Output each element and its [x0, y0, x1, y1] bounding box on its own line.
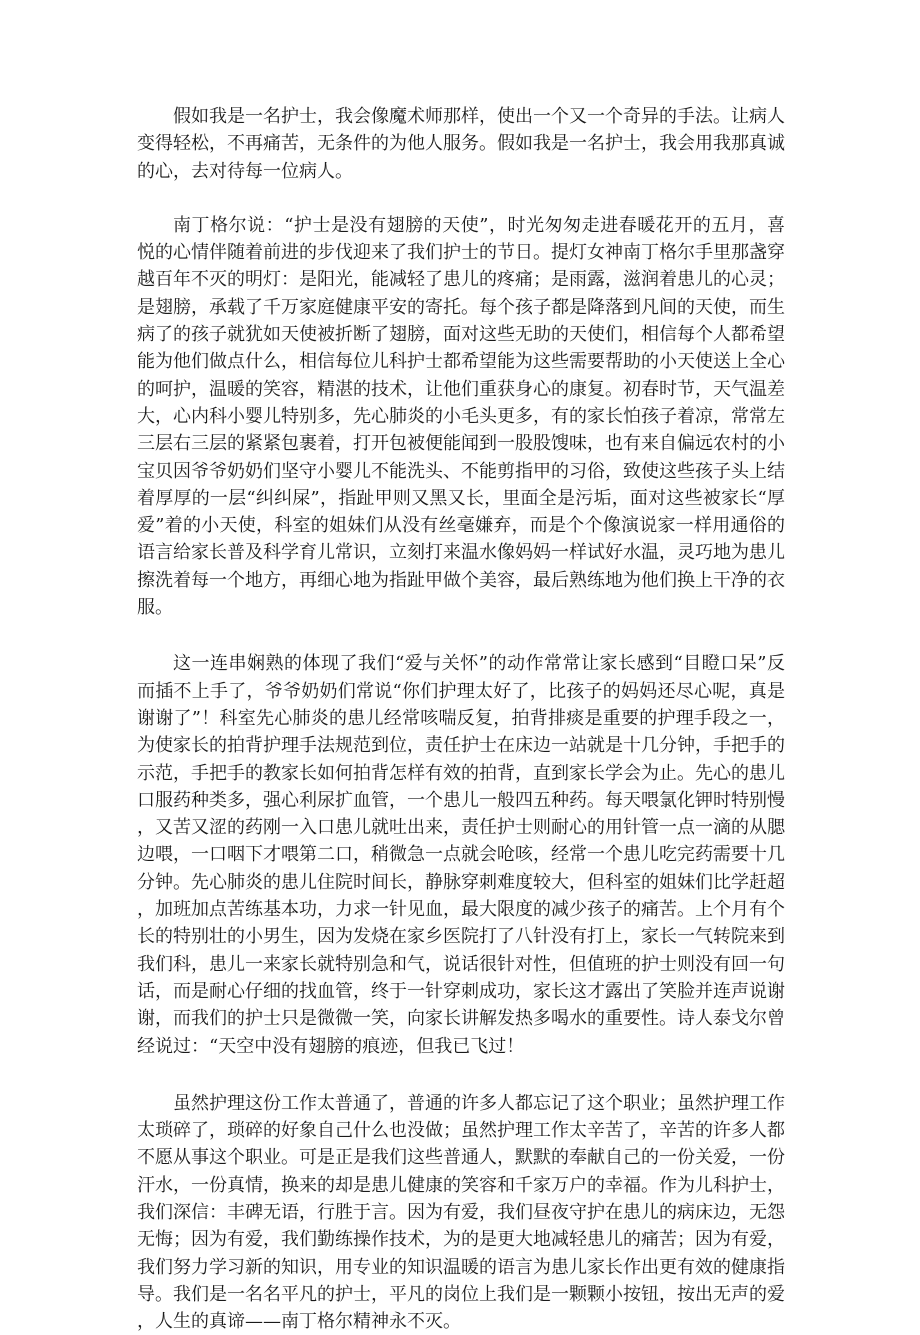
- document-body: [137, 103, 785, 1335]
- paragraph-1: 假如我是一名护士，我会像魔术师那样，使出一个又一个奇异的手法。让病人变得轻松，不再痛苦，无条件的为他人服务。假如我是一名护士，我会用我那真诚的心，去对待每一位病人。: [137, 106, 785, 182]
- paragraph-4: 虽然护理这份工作太普通了，普通的许多人都忘记了这个职业；虽然护理工作太琐碎了，琐碎的好象自己什么也没做；虽然护理工作太辛苦了，辛苦的许多人都不愿从事这个职业。可是正是我们这些普通人，默默的奉献自己的一份关爱，一份汗水，一份真情，换来的却是患儿健康的笑容和千家万户的幸福。作为儿科护士，我们深信：丰碑无语，行胜于言。因为有爱，我们昼夜守护在患儿的病床边，无怨无悔；因为有爱，我们勤练操作技术，为的是更大地减轻患儿的痛苦；因为有爱，我们努力学习新的知识，用专业的知识温暖的语言为患儿家长作出更有效的健康指导。我们是一名名平凡的护士，平凡的岗位上我们是一颗颗小按钮，按出无声的爱，人生的真谛——南丁格尔精神永不灭。: [137, 1092, 785, 1333]
- paragraph-3: 这一连串娴熟的体现了我们“爱与关怀”的动作常常让家长感到“目瞪口呆”反而插不上手了，爷爷奶奶们常说“你们护理太好了，比孩子的妈妈还尽心呢，真是谢谢了”！科室先心肺炎的患儿经常咳喘反复，拍背排痰是重要的护理手段之一，为使家长的拍背护理手法规范到位，责任护士在床边一站就是十几分钟，手把手的示范，手把手的教家长如何拍背怎样有效的拍背，直到家长学会为止。先心的患儿口服药种类多，强心利尿扩血管，一个患儿一般四五种药。每天喂氯化钾时特别慢，又苦又涩的药刚一入口患儿就吐出来，责任护士则耐心的用针管一点一滴的从腮边喂，一口咽下才喂第二口，稍微急一点就会呛咳，经常一个患儿吃完药需要十几分钟。先心肺炎的患儿住院时间长，静脉穿刺难度较大，但科室的姐妹们比学赶超，加班加点苦练基本功，力求一针见血，最大限度的减少孩子的痛苦。上个月有个长的特别壮的小男生，因为发烧在家乡医院打了八针没有打上，家长一气转院来到我们科，患儿一来家长就特别急和气，说话很针对性，但值班的护士则没有回一句话，而是耐心仔细的找血管，终于一针穿刺成功，家长这才露出了笑脸并连声说谢谢，而我们的护士只是微微一笑，向家长讲解发热多喝水的重要性。诗人泰戈尔曾经说过：“天空中没有翅膀的痕迹，但我已飞过！: [137, 653, 785, 1057]
- paragraph-2: 南丁格尔说：“护士是没有翅膀的天使”，时光匆匆走进春暖花开的五月，喜悦的心情伴随着前进的步伐迎来了我们护士的节日。提灯女神南丁格尔手里那盏穿越百年不灭的明灯：是阳光，能减轻了患儿的疼痛；是雨露，滋润着患儿的心灵；是翅膀，承载了千万家庭健康平安的寄托。每个孩子都是降落到凡间的天使，而生病了的孩子就犹如天使被折断了翅膀，面对这些无助的天使们，相信每个人都希望能为他们做点什么，相信每位儿科护士都希望能为这些需要帮助的小天使送上全心的呵护，温暖的笑容，精湛的技术，让他们重获身心的康复。初春时节，天气温差大，心内科小婴儿特别多，先心肺炎的小毛头更多，有的家长怕孩子着凉，常常左三层右三层的紧紧包裹着，打开包被便能闻到一股股馊味，也有来自偏远农村的小宝贝因爷爷奶奶们坚守小婴儿不能洗头、不能剪指甲的习俗，致使这些孩子头上结着厚厚的一层“纠纠屎”，指趾甲则又黑又长，里面全是污垢，面对这些被家长“厚爱”着的小天使，科室的姐妹们从没有丝毫嫌弃，而是个个像演说家一样用通俗的语言给家长普及科学育儿常识，立刻打来温水像妈妈一样试好水温，灵巧地为患儿擦洗着每一个地方，再细心地为指趾甲做个美容，最后熟练地为他们换上干净的衣服。: [137, 214, 785, 619]
